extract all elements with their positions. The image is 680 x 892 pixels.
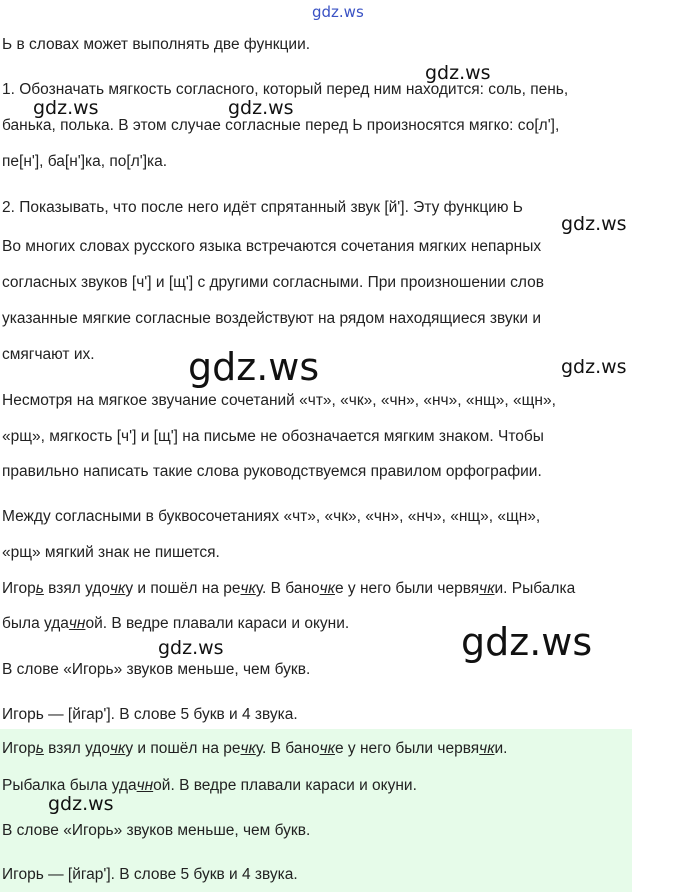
highlighted-letters: чк (479, 580, 495, 597)
text-line-1: Ь в словах может выполнять две функции. (2, 36, 311, 53)
highlighted-letters: чк (109, 740, 126, 757)
watermark: gdz.ws (561, 213, 627, 235)
text-line-18: Игорь — [йгар']. В слове 5 букв и 4 звука. (2, 706, 298, 723)
watermark: gdz.ws (158, 637, 224, 659)
watermark: gdz.ws (561, 356, 627, 378)
text-line-4: пе[н'], ба[н']ка, по[л']ка. (2, 153, 168, 170)
text-line-11: «рщ», мягкость [ч'] и [щ'] на письме не обозначается мягким знаком. Чтобы (2, 428, 544, 445)
highlighted-letters: чк (109, 580, 126, 597)
text-line-12: правильно написать такие слова руководствуемся правилом орфографии. (2, 463, 542, 480)
text-line-10: Несмотря на мягкое звучание сочетаний «чт», «чк», «чн», «нч», «нщ», «щн», (2, 392, 556, 409)
text-line-6: Во многих словах русского языка встречаются сочетания мягких непарных (2, 238, 542, 255)
watermark-top: gdz.ws (312, 3, 364, 21)
answer-sentence-2: Рыбалка была удачной. В ведре плавали караси и окуни. (2, 777, 417, 794)
watermark-large: gdz.ws (188, 345, 320, 389)
text-line-14: «рщ» мягкий знак не пишется. (2, 544, 220, 561)
answer-sentence-1: Игорь взял удочку и пошёл на речку. В баночке у него были червячки. (2, 740, 508, 757)
watermark: gdz.ws (425, 62, 491, 84)
text-line-3: банька, полька. В этом случае согласные перед Ь произносятся мягко: со[л'], (2, 117, 560, 134)
watermark-large: gdz.ws (461, 620, 593, 664)
highlighted-letters: чк (240, 740, 256, 757)
text-line-13: Между согласными в буквосочетаниях «чт», «чк», «чн», «нч», «нщ», «щн», (2, 508, 541, 525)
highlighted-letters: чк (240, 580, 256, 597)
highlighted-letters: ь (35, 580, 44, 597)
text-line-7: согласных звуков [ч'] и [щ'] с другими согласными. При произношении слов (2, 274, 544, 291)
watermark: gdz.ws (228, 97, 294, 119)
text-line-22: Игорь — [йгар']. В слове 5 букв и 4 звука. (2, 866, 298, 883)
highlighted-letters: ь (35, 740, 44, 757)
text-line-9: смягчают их. (2, 346, 95, 363)
text-line-5: 2. Показывать, что после него идёт спрятанный звук [й']. Эту функцию Ь (2, 199, 523, 216)
example-sentence-1: Игорь взял удочку и пошёл на речку. В баночке у него были червячки. Рыбалка (2, 580, 576, 597)
text-line-8: указанные мягкие согласные воздействуют на рядом находящиеся звуки и (2, 310, 542, 327)
highlighted-letters: чк (319, 740, 335, 757)
highlighted-letters: чк (479, 740, 495, 757)
text-line-2: 1. Обозначать мягкость согласного, который перед ним находится: соль, пень, (2, 81, 569, 98)
highlighted-letters: чн (136, 777, 154, 794)
text-line-17: В слове «Игорь» звуков меньше, чем букв. (2, 661, 311, 678)
watermark: gdz.ws (48, 793, 114, 815)
example-sentence-2: была удачной. В ведре плавали караси и окуни. (2, 615, 350, 632)
text-line-21: В слове «Игорь» звуков меньше, чем букв. (2, 822, 311, 839)
watermark: gdz.ws (33, 97, 99, 119)
highlighted-letters: чн (68, 615, 86, 632)
highlighted-letters: чк (319, 580, 335, 597)
